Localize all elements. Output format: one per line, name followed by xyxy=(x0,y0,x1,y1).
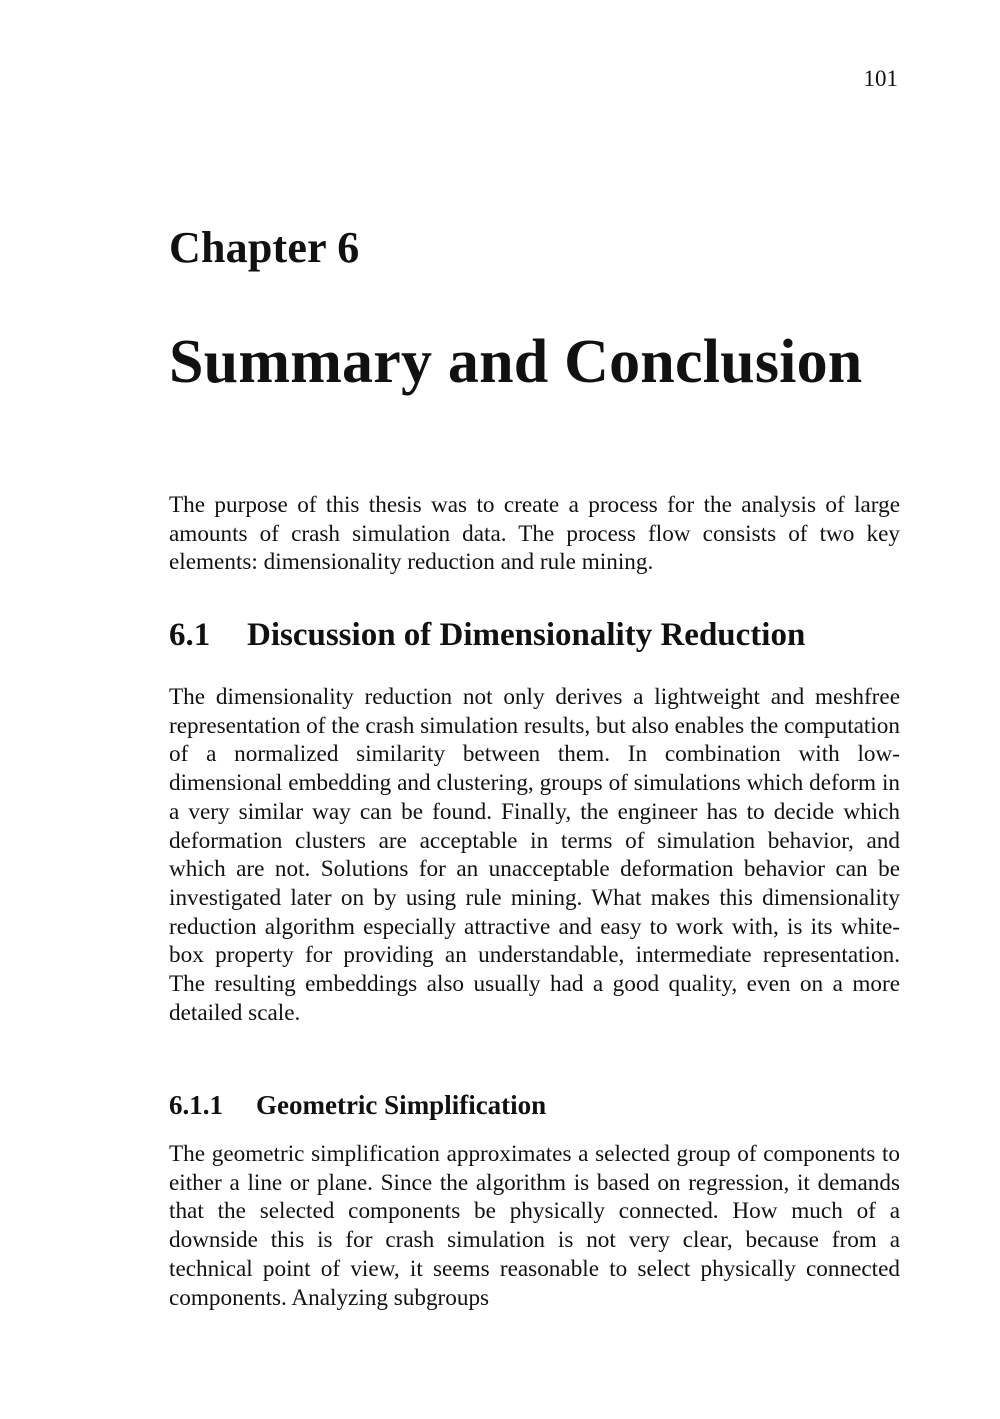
section-number: 6.1 xyxy=(169,617,211,653)
page-number: 101 xyxy=(863,66,898,91)
subsection-heading-6-1-1 xyxy=(169,1090,546,1121)
section-title: Discussion of Dimensionality Reduction xyxy=(247,617,806,653)
chapter-label: Chapter 6 xyxy=(169,223,360,272)
subsection-number: 6.1.1 xyxy=(169,1090,223,1120)
section-6-1-paragraph: The dimensionality reduction not only derives a lightweight and meshfree representation of the crash simulation results, but also enables the computation of a normalized similarity between them. In combination with low-dimensional embedding and clustering, groups of simulations which deform in a very similar way can be found. Finally, the engineer has to decide which deformation clusters are acceptable in terms of simulation behavior, and which are not. Solutions for an unacceptable deformation behavior can be investigated later on by using rule mining. What makes this dimensionality reduction algorithm especially attractive and easy to work with, is its white-box property for providing an understandable, intermediate representation. The resulting embeddings also usually had a good quality, even on a more detailed scale. xyxy=(169,684,900,1026)
chapter-title: Summary and Conclusion xyxy=(169,328,863,396)
subsection-6-1-1-paragraph: The geometric simplification approximates a selected group of components to either a line or plane. Since the algorithm is based on regression, it demands that the selected components be physically connected. How much of a downside this is for crash simulation is not very clear, because from a technical point of view, it seems reasonable to select physically connected components. Analyzing subgroups xyxy=(169,1141,900,1311)
subsection-title: Geometric Simplification xyxy=(256,1090,547,1120)
section-heading-6-1 xyxy=(169,617,805,654)
intro-paragraph: The purpose of this thesis was to create a process for the analysis of large amounts of crash simulation data. The process flow consists of two key elements: dimensionality reduction and rule mining. xyxy=(169,492,900,576)
